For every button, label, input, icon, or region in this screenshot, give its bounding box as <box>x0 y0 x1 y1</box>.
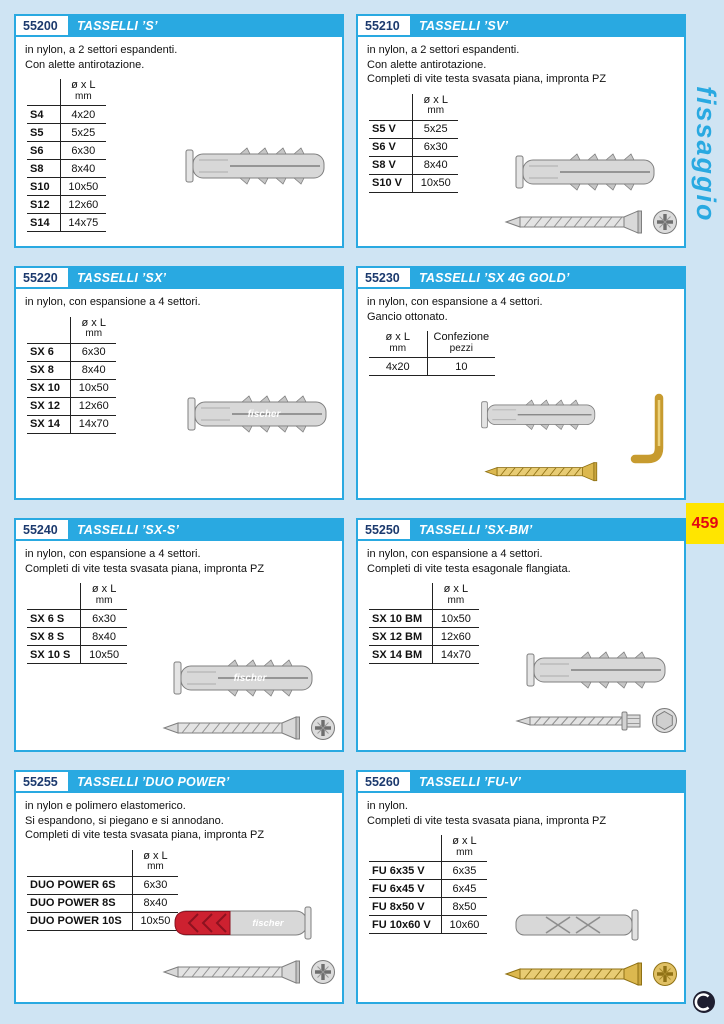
table-row <box>27 912 178 930</box>
col-header-line1: ø x L <box>81 316 106 329</box>
col-header-line1: ø x L <box>71 79 96 92</box>
col-header-line1: ø x L <box>452 835 477 848</box>
col-header-line1: ø x L <box>385 331 410 344</box>
description-line: in nylon. <box>367 800 408 812</box>
size-code: S8 V <box>369 156 412 174</box>
plug-hook-screw-illustration <box>480 383 670 487</box>
description-line: Si espandono, si piegano e si annodano. <box>25 814 224 827</box>
size-value: 5x25 <box>412 120 458 138</box>
size-value: 6x30 <box>60 142 106 160</box>
col-header-line1: ø x L <box>143 849 168 862</box>
size-table <box>27 317 116 434</box>
size-code: FU 6x35 V <box>369 862 441 880</box>
size-value: 4x20 <box>369 358 427 376</box>
pack-qty: 10 <box>427 358 495 376</box>
pz-screw-head-icon <box>310 959 336 985</box>
product-title: TASSELLI ’SX’ <box>68 268 342 287</box>
size-value: 6x30 <box>81 610 127 628</box>
size-value: 10x50 <box>132 912 178 930</box>
table-row <box>27 343 116 361</box>
table-header-blank <box>27 317 70 344</box>
size-table <box>369 583 479 664</box>
product-illustration <box>502 897 678 987</box>
description-line: in nylon, con espansione a 4 settori. <box>367 296 543 308</box>
panel-header <box>16 16 342 37</box>
table-row <box>27 415 116 433</box>
table-row <box>369 880 487 898</box>
table-header-row <box>369 94 458 121</box>
size-value: 6x45 <box>441 880 487 898</box>
table-header-row <box>27 583 127 610</box>
brand-mark: fischer <box>247 409 281 420</box>
publisher-logo <box>692 990 716 1014</box>
size-value: 14x70 <box>433 646 479 664</box>
product-illustration <box>160 895 336 985</box>
panel-header <box>16 772 342 793</box>
size-code: SX 12 BM <box>369 628 433 646</box>
table-header-row <box>369 583 479 610</box>
col-header-line2: mm <box>74 90 92 102</box>
table-row <box>27 876 178 894</box>
size-code: DUO POWER 10S <box>27 912 132 930</box>
col-header-line1: ø x L <box>91 583 117 596</box>
screw-and-head <box>515 707 678 734</box>
size-code: S5 V <box>369 120 412 138</box>
size-code: SX 8 S <box>27 628 81 646</box>
product-code: 55210 <box>358 16 410 35</box>
table-row <box>27 160 106 178</box>
table-header-blank <box>369 583 433 610</box>
product-illustration <box>513 641 678 734</box>
size-table <box>27 850 178 931</box>
size-value: 10x50 <box>60 178 106 196</box>
page-number-badge: 459 <box>686 503 724 544</box>
brand-mark: fischer <box>233 673 267 684</box>
product-illustration <box>160 649 336 741</box>
table-header-dims <box>369 331 427 358</box>
panel-header <box>358 772 684 793</box>
size-code: DUO POWER 8S <box>27 894 132 912</box>
col-header-line2: mm <box>456 846 473 858</box>
product-panel-55200 <box>14 14 344 248</box>
screw-and-head <box>504 209 678 235</box>
product-description <box>25 295 333 310</box>
col-header-line2: mm <box>427 105 445 117</box>
product-panel-55210 <box>356 14 686 248</box>
product-title: TASSELLI ’SV’ <box>410 16 684 35</box>
table-row <box>369 156 458 174</box>
size-value: 10x50 <box>81 646 127 664</box>
size-table <box>27 79 106 232</box>
product-description <box>25 799 333 843</box>
table-header-dims <box>441 835 487 862</box>
table-header-row <box>369 835 487 862</box>
description-line: in nylon, con espansione a 4 settori. <box>25 548 201 560</box>
panel-body <box>16 541 342 750</box>
panel-body <box>16 37 342 246</box>
nylon-plug-illustration <box>514 143 660 201</box>
product-panel-55230 <box>356 266 686 500</box>
table-row <box>27 142 106 160</box>
table-row <box>27 196 106 214</box>
table-row <box>27 178 106 196</box>
size-value: 10x50 <box>412 174 458 192</box>
size-code: SX 10 S <box>27 646 81 664</box>
nylon-plug-illustration <box>186 385 332 443</box>
col-header-line2: mm <box>95 594 113 606</box>
col-header-line2: mm <box>389 342 407 354</box>
product-title: TASSELLI ’S’ <box>68 16 342 35</box>
size-code: S8 <box>27 160 60 178</box>
panel-body <box>358 289 684 498</box>
size-table <box>369 331 495 376</box>
size-table <box>369 94 458 193</box>
product-panel-55255 <box>14 770 344 1004</box>
panel-body <box>358 541 684 750</box>
table-row <box>27 379 116 397</box>
size-value: 8x40 <box>70 361 116 379</box>
table-row <box>27 646 127 664</box>
brass-hook-illustration <box>635 398 659 459</box>
col-header-line1: Confezione <box>433 331 490 344</box>
description-line: Completi di vite testa svasata piana, impronta PZ <box>25 829 265 842</box>
size-code: S10 V <box>369 174 412 192</box>
size-value: 12x60 <box>70 397 116 415</box>
product-description <box>367 43 675 87</box>
product-panel-55240 <box>14 518 344 752</box>
description-line: Completi di vite testa svasata piana, impronta PZ <box>367 73 607 86</box>
panel-body <box>358 37 684 246</box>
description-line: Con alette antirotazione. <box>25 58 145 71</box>
size-code: SX 14 BM <box>369 646 433 664</box>
table-row <box>369 174 458 192</box>
size-code: SX 10 BM <box>369 610 433 628</box>
table-row <box>369 358 495 376</box>
table-header-dims <box>132 850 178 877</box>
nylon-plug-illustration <box>184 137 330 195</box>
size-value: 12x60 <box>433 628 479 646</box>
table-header-blank <box>27 79 60 106</box>
table-row <box>27 214 106 232</box>
product-title: TASSELLI ’DUO POWER’ <box>68 772 342 791</box>
size-value: 8x40 <box>132 894 178 912</box>
product-code: 55220 <box>16 268 68 287</box>
size-value: 10x50 <box>70 379 116 397</box>
product-description <box>367 295 675 324</box>
table-header-blank <box>27 850 132 877</box>
table-row <box>369 862 487 880</box>
size-code: SX 14 <box>27 415 70 433</box>
table-row <box>369 610 479 628</box>
product-description <box>25 43 333 72</box>
col-header-line2: mm <box>447 594 465 606</box>
table-header-dims <box>412 94 458 121</box>
size-code: S6 V <box>369 138 412 156</box>
countersunk-screw-illustration <box>504 209 644 235</box>
description-line: Completi di vite testa svasata piana, impronta PZ <box>367 814 607 827</box>
logo-icon <box>692 990 716 1014</box>
table-header-row <box>27 79 106 106</box>
pz-screw-head-icon <box>652 961 678 987</box>
size-value: 8x50 <box>441 898 487 916</box>
size-code: S6 <box>27 142 60 160</box>
description-line: in nylon, con espansione a 4 settori. <box>25 296 201 308</box>
size-code: S12 <box>27 196 60 214</box>
product-panel-55250 <box>356 518 686 752</box>
table-header-dims <box>433 583 479 610</box>
table-row <box>369 916 487 934</box>
duo-power-plug-illustration <box>172 895 314 951</box>
screw-and-head <box>504 961 678 987</box>
section-tab-fissaggio: fissaggio <box>691 86 721 223</box>
panel-body <box>358 793 684 1002</box>
size-value: 6x30 <box>412 138 458 156</box>
size-table <box>27 583 127 664</box>
product-illustration <box>184 137 330 195</box>
product-code: 55230 <box>358 268 410 287</box>
size-code: S5 <box>27 124 60 142</box>
size-code: S4 <box>27 106 60 124</box>
panel-header <box>358 520 684 541</box>
size-code: FU 10x60 V <box>369 916 441 934</box>
panel-grid <box>14 14 686 1004</box>
nylon-plug-illustration <box>172 649 318 707</box>
size-code: SX 12 <box>27 397 70 415</box>
size-code: S14 <box>27 214 60 232</box>
product-panel-55220 <box>14 266 344 500</box>
product-code: 55200 <box>16 16 68 35</box>
size-code: SX 10 <box>27 379 70 397</box>
table-header-row <box>27 317 116 344</box>
panel-header <box>358 268 684 289</box>
size-value: 8x40 <box>60 160 106 178</box>
panel-header <box>358 16 684 37</box>
product-description <box>367 547 675 576</box>
col-header-line1: ø x L <box>423 93 448 106</box>
table-row <box>27 397 116 415</box>
panel-body <box>16 793 342 1002</box>
product-description <box>25 547 333 576</box>
size-value: 8x40 <box>81 628 127 646</box>
size-code: FU 8x50 V <box>369 898 441 916</box>
table-header-blank <box>369 94 412 121</box>
description-line: Con alette antirotazione. <box>367 58 487 71</box>
table-row <box>27 124 106 142</box>
table-header-dims <box>70 317 116 344</box>
product-code: 55260 <box>358 772 410 791</box>
description-line: in nylon, con espansione a 4 settori. <box>367 548 543 560</box>
table-header-row <box>27 850 178 877</box>
description-line: Completi di vite testa esagonale flangiata. <box>367 562 571 575</box>
nylon-plug-illustration <box>525 641 671 699</box>
pz-screw-head-icon <box>310 715 336 741</box>
description-line: in nylon e polimero elastomerico. <box>25 800 186 812</box>
product-code: 55250 <box>358 520 410 539</box>
countersunk-screw-illustration <box>162 959 302 985</box>
col-header-line2: mm <box>147 861 164 873</box>
size-value: 10x60 <box>441 916 487 934</box>
fu-plug-illustration <box>514 897 642 953</box>
size-value: 8x40 <box>412 156 458 174</box>
pz-screw-head-icon <box>652 209 678 235</box>
size-code: SX 8 <box>27 361 70 379</box>
size-value: 10x50 <box>433 610 479 628</box>
size-code: SX 6 <box>27 343 70 361</box>
table-row <box>369 628 479 646</box>
size-code: S10 <box>27 178 60 196</box>
table-row <box>27 610 127 628</box>
product-illustration <box>186 385 332 443</box>
countersunk-screw-illustration <box>162 715 302 741</box>
size-code: DUO POWER 6S <box>27 876 132 894</box>
brass-screw-illustration <box>504 961 644 987</box>
brass-screw-illustration <box>486 463 597 481</box>
table-row <box>369 646 479 664</box>
size-value: 4x20 <box>60 106 106 124</box>
screw-and-head <box>162 959 336 985</box>
size-value: 5x25 <box>60 124 106 142</box>
description-line: Gancio ottonato. <box>367 310 448 323</box>
table-header-blank <box>369 835 441 862</box>
table-row <box>369 898 487 916</box>
screw-and-head <box>162 715 336 741</box>
panel-header <box>16 520 342 541</box>
panel-header <box>16 268 342 289</box>
product-panel-55260 <box>356 770 686 1004</box>
table-header-dims <box>81 583 127 610</box>
product-title: TASSELLI ’FU-V’ <box>410 772 684 791</box>
brand-mark: fischer <box>252 918 284 929</box>
description-line: in nylon, a 2 settori espandenti. <box>25 44 178 56</box>
table-header-pack <box>427 331 495 358</box>
col-header-line1: ø x L <box>443 583 469 596</box>
size-code: FU 6x45 V <box>369 880 441 898</box>
size-value: 6x30 <box>132 876 178 894</box>
description-line: in nylon, a 2 settori espandenti. <box>367 44 520 56</box>
panel-body <box>16 289 342 498</box>
table-row <box>369 138 458 156</box>
table-row <box>27 894 178 912</box>
product-title: TASSELLI ’SX-S’ <box>68 520 342 539</box>
size-value: 6x35 <box>441 862 487 880</box>
size-code: SX 6 S <box>27 610 81 628</box>
table-header-blank <box>27 583 81 610</box>
table-row <box>27 361 116 379</box>
product-title: TASSELLI ’SX-BM’ <box>410 520 684 539</box>
table-row <box>27 106 106 124</box>
size-value: 6x30 <box>70 343 116 361</box>
hex-flange-screw-illustration <box>515 708 643 734</box>
product-title: TASSELLI ’SX 4G GOLD’ <box>410 268 684 287</box>
table-row <box>369 120 458 138</box>
size-table <box>369 835 487 934</box>
product-code: 55240 <box>16 520 68 539</box>
product-description <box>367 799 675 828</box>
table-header-row <box>369 331 495 358</box>
size-value: 14x75 <box>60 214 106 232</box>
col-header-line2: pezzi <box>449 342 473 354</box>
product-illustration <box>502 143 678 235</box>
product-code: 55255 <box>16 772 68 791</box>
size-value: 14x70 <box>70 415 116 433</box>
table-header-dims <box>60 79 106 106</box>
table-row <box>27 628 127 646</box>
size-value: 12x60 <box>60 196 106 214</box>
product-illustration <box>480 383 670 487</box>
col-header-line2: mm <box>85 328 103 340</box>
hex-head-icon <box>651 707 678 734</box>
description-line: Completi di vite testa svasata piana, impronta PZ <box>25 562 265 575</box>
